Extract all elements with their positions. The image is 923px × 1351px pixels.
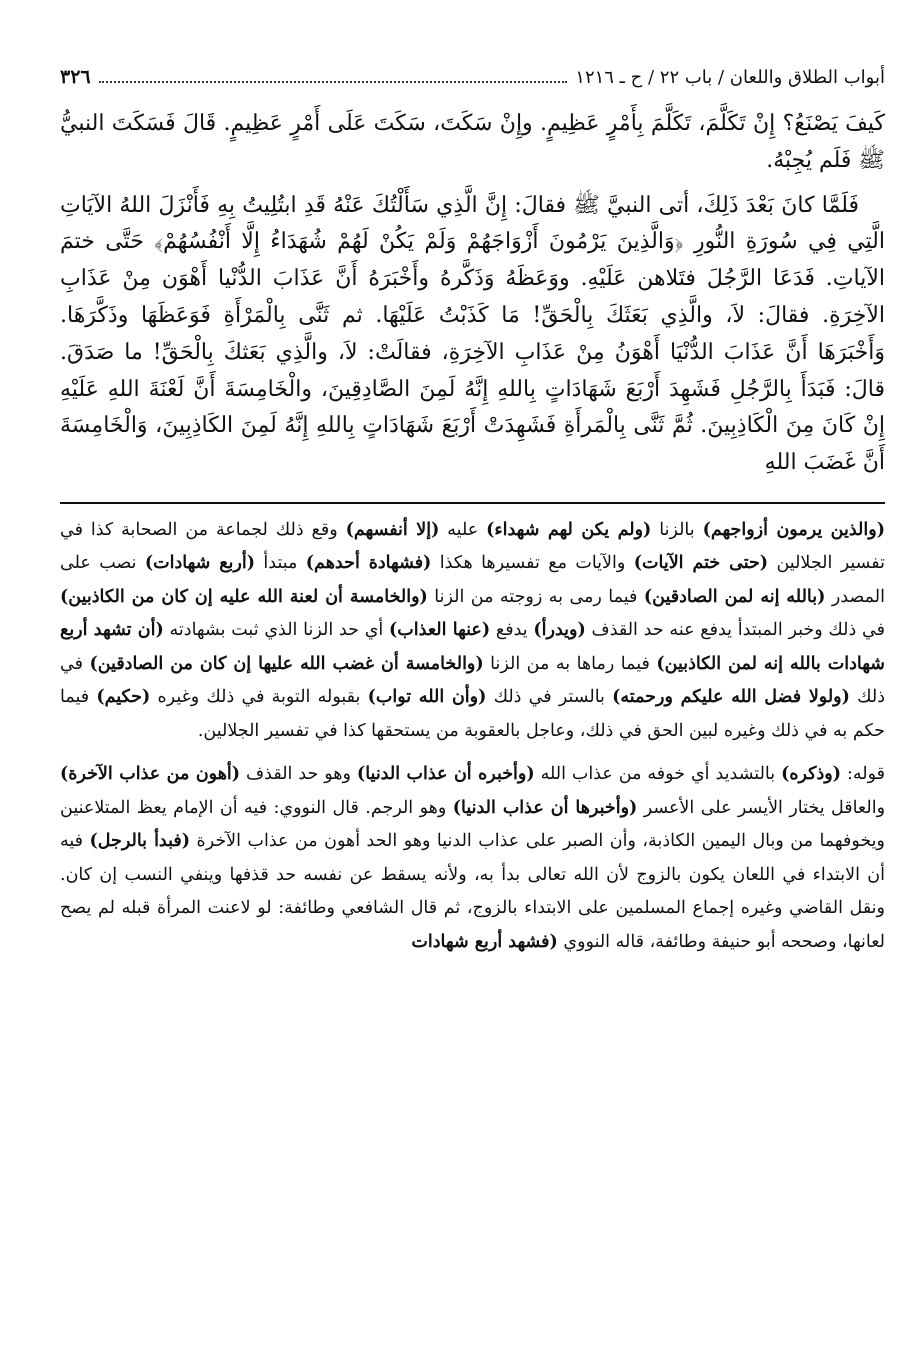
commentary-gloss: يدفع xyxy=(490,620,534,641)
commentary-quoted-phrase: (حتى ختم الآيات) xyxy=(633,553,769,574)
commentary-gloss: وقع ذلك لجماعة من الصحابة كذا في تفسير الجلالين xyxy=(60,519,886,574)
book-page xyxy=(60,60,885,959)
commentary-quoted-phrase: (فشهد أربع شهادات xyxy=(411,931,558,952)
commentary-gloss: نصب على المصدر xyxy=(60,553,885,607)
commentary-quoted-phrase: (ويدرأ) xyxy=(533,620,586,641)
commentary-quoted-phrase: (أن تشهد أربع شهادات بالله إنه لمن الكاذبين) xyxy=(60,620,885,674)
commentary-quoted-phrase: (والخامسة أن لعنة الله عليه إن كان من الكاذبين) xyxy=(60,586,428,607)
commentary-gloss: فيما حكم به في ذلك وغيره لبين الحق في ذلك، وعاجل بالعقوبة من يستحقها كذا في تفسير الجلالين. xyxy=(60,687,885,741)
commentary-gloss: والآيات مع تفسيرها هكذا xyxy=(431,553,634,574)
page-number: ٣٢٦ xyxy=(60,66,91,88)
commentary-gloss: وهو الرجم. قال النووي: فيه أن الإمام يعظ المتلاعنين ويخوفهما من وبال اليمين الكاذبة، وأن الصبر على عذاب الدنيا وهو الحد أهون من عذاب الآخرة xyxy=(60,797,886,852)
commentary-quoted-phrase: (بالله إنه لمن الصادقين) xyxy=(643,586,826,607)
commentary-gloss: فيه أن الابتداء في اللعان يكون بالزوج لأن الله تعالى بدأ به، ولأنه يسقط عن نفسه حد قذفها وينفي النسب إن كان. ونقل القاضي وغيره إجماع المسلمين على الابتداء بالزوج، ثم قال الشافعي وطائفة: لو لاعنت المرأة قبله لم يصح لعانها، وصححه أبو حنيفة وطائفة، قاله النووي xyxy=(60,831,885,952)
commentary-quoted-phrase: (وأخبرها أن عذاب الدنيا) xyxy=(452,797,638,818)
commentary-gloss: قوله: xyxy=(841,764,885,785)
commentary-gloss: فيما رمى به زوجته من الزنا xyxy=(427,586,644,607)
commentary-quoted-phrase: (أربع شهادات) xyxy=(144,553,256,574)
commentary-text xyxy=(60,514,885,960)
commentary-quoted-phrase: (والخامسة أن غضب الله عليها إن كان من الصادقين) xyxy=(89,653,484,674)
commentary-quoted-phrase: (فبدأ بالرجل) xyxy=(89,831,191,852)
commentary-quoted-phrase: (عنها العذاب) xyxy=(389,620,491,641)
commentary-gloss: بالتشديد أي خوفه من عذاب الله xyxy=(534,764,782,785)
commentary-gloss: أي حد الزنا الذي ثبت بشهادته xyxy=(163,620,390,641)
commentary-divider xyxy=(60,502,885,504)
commentary-quoted-phrase: (أهون من عذاب الآخرة) xyxy=(60,764,241,785)
commentary-gloss: في ذلك وخبر المبتدأ يدفع عنه حد القذف xyxy=(585,620,885,641)
commentary-gloss: وهو حد القذف xyxy=(240,764,357,785)
commentary-gloss: بالستر في ذلك xyxy=(486,687,613,708)
commentary-gloss: والعاقل يختار الأيسر على الأعسر xyxy=(637,797,886,818)
commentary-gloss: فيما رماها به من الزنا xyxy=(483,653,657,674)
header-dot-leader xyxy=(99,81,568,83)
commentary-quoted-phrase: (ولولا فضل الله عليكم ورحمته) xyxy=(612,687,850,708)
hadith-text xyxy=(60,106,885,482)
commentary-gloss: بقبوله التوبة في ذلك وغيره xyxy=(150,687,368,708)
commentary-gloss: عليه xyxy=(439,519,487,540)
commentary-gloss: في ذلك xyxy=(60,653,885,708)
commentary-quoted-phrase: (وأن الله تواب) xyxy=(367,687,487,708)
chapter-reference: أبواب الطلاق واللعان / باب ٢٢ / ح ـ ١٢١٦ xyxy=(575,67,885,88)
commentary-gloss: بالزنا xyxy=(651,519,703,540)
commentary-paragraph-1 xyxy=(60,514,885,749)
hadith-paragraph-2: فَلَمَّا كانَ بَعْدَ ذَلِكَ، أتى النبيَّ ﷺ فقالَ: إِنَّ الَّذِي سَأَلْتُكَ عَنْهُ قَدِ ابتُلِيتُ بِهِ فَأَنْزَلَ اللهُ الآيَاتِ الَّتِي فِي سُورَةِ النُّورِ ﴿وَالَّذِينَ يَرْمُونَ أَزْوَاجَهُمْ وَلَمْ يَكُنْ لَهُمْ شُهَدَاءُ إِلَّا أَنْفُسُهُمْ﴾ حَتَّى ختمَ الآياتِ. فَدَعَا الرَّجُلَ فتَلاهن عَلَيْهِ. ووَعَظَهُ وَذَكَّرهُ وأَخْبَرَهُ أَنَّ عَذَابَ الدُّنْيا أَهْوَن مِنْ عَذَابِ الآخِرَةِ. فقالَ: لاَ، والَّذِي بَعَثَكَ بِالْحَقِّ! مَا كَذَبْتُ عَلَيْهَا. ثم ثَنَّى بِالْمَرْأَةِ فَوَعَظَهَا وذَكَّرَهَا. وَأَخْبَرَهَا أَنَّ عَذَابَ الدُّنْيَا أَهْوَنُ مِنْ عَذَابِ الآخِرَةِ، فقالَتْ: لاَ، والَّذِي بَعَثكَ بِالْحَقِّ! ما صَدَقَ. قالَ: فَبَدَأَ بِالرَّجُلِ فَشَهِدَ أَرْبَعَ شَهَادَاتٍ بِاللهِ إِنَّهُ لَمِنَ الصَّادِقِينَ، والْخَامِسَةَ أَنَّ لَعْنَةَ اللهِ عَلَيْهِ إِنْ كَانَ مِنَ الْكَاذِبِينَ. ثُمَّ ثَنَّى بِالْمَرأَةِ فَشَهِدَتْ أَرْبَعَ شَهَادَاتٍ بِاللهِ إِنَّهُ لَمِنَ الكَاذِبِينَ، وَالْخَامِسَةَ أَنَّ غَضَبَ اللهِ xyxy=(60,192,886,476)
hadith-paragraph-1: كَيفَ يَصْنَعُ؟ إِنْ تَكَلَّمَ، تَكَلَّمَ بِأَمْرٍ عَظِيمٍ. وإِنْ سَكَتَ، سَكَتَ عَلَى أَمْرٍ عَظِيمٍ. قَالَ فَسَكَتَ النبيُّ ﷺ فَلَم يُجِبْهُ. xyxy=(60,111,885,173)
commentary-quoted-phrase: (وذكره) xyxy=(781,764,842,785)
commentary-quoted-phrase: (ولم يكن لهم شهداء) xyxy=(486,519,652,540)
commentary-quoted-phrase: (والذين يرمون أزواجهم) xyxy=(702,519,885,540)
commentary-gloss: مبتدأ xyxy=(255,553,306,574)
commentary-paragraph-2 xyxy=(60,758,885,959)
commentary-quoted-phrase: (وأخبره أن عذاب الدنيا) xyxy=(356,764,535,785)
commentary-quoted-phrase: (فشهادة أحدهم) xyxy=(305,553,432,574)
commentary-quoted-phrase: (حكيم) xyxy=(96,687,151,708)
commentary-quoted-phrase: (إلا أنفسهم) xyxy=(345,519,440,540)
running-header xyxy=(60,60,885,94)
